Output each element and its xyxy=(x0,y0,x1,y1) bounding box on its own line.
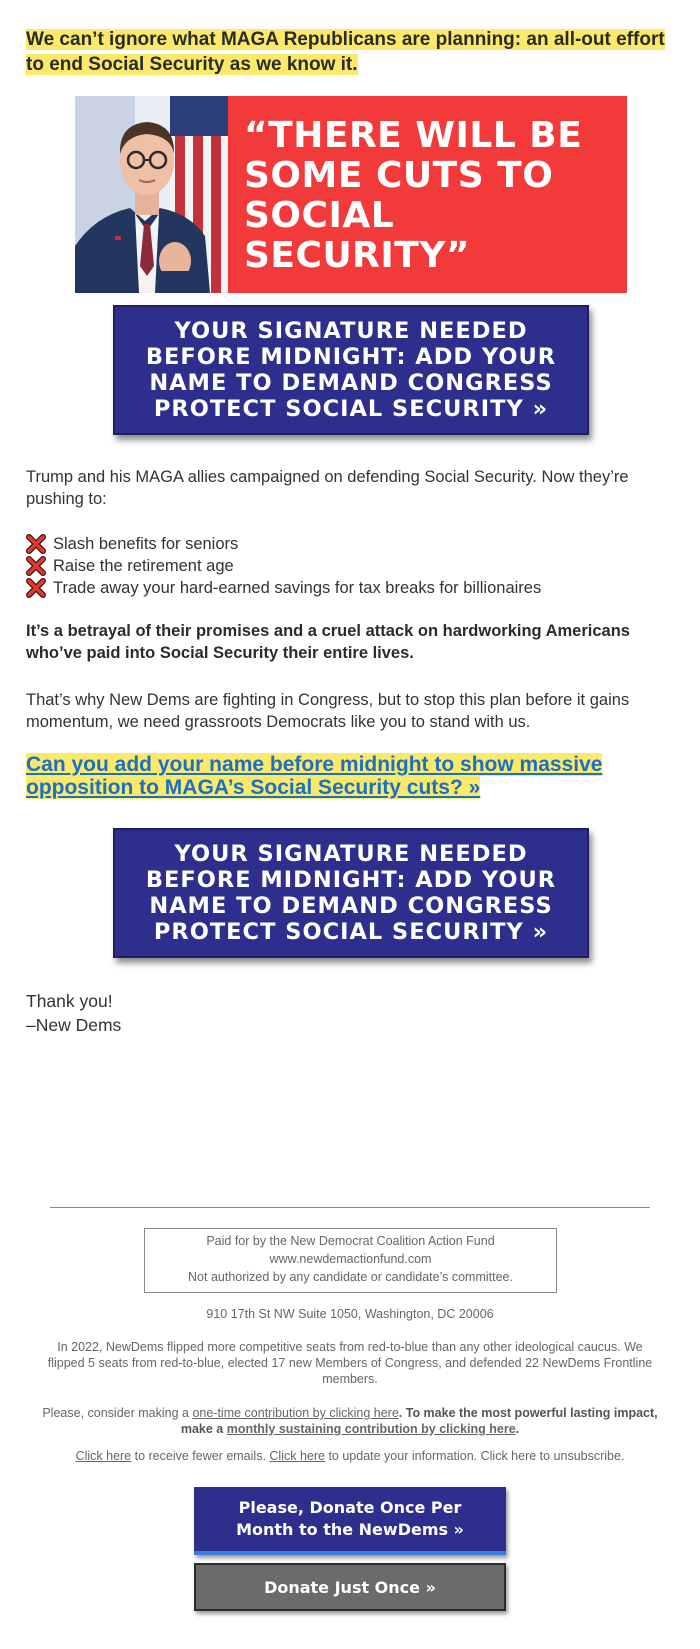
speaker-photo xyxy=(75,96,228,293)
contrib-suffix: . xyxy=(515,1422,520,1436)
thanks-text: Thank you! xyxy=(26,991,113,1011)
list-item xyxy=(26,533,666,555)
monthly-contribution-link[interactable]: monthly sustaining contribution by clicking here xyxy=(226,1422,516,1436)
fewer-emails-link[interactable]: Click here xyxy=(75,1449,132,1463)
contrib-middle: . To make the most powerful lasting impact, make a xyxy=(180,1406,658,1436)
authorization-text: Not authorized by any candidate or candidate’s committee. xyxy=(188,1270,513,1284)
footer-divider xyxy=(50,1207,650,1208)
headline-text: We can’t ignore what MAGA Republicans are planning: an all-out effort to end Social Security as we know it. xyxy=(26,29,665,75)
petition-link[interactable] xyxy=(26,753,666,799)
list-item xyxy=(26,577,666,599)
bullet-text: Raise the retirement age xyxy=(53,557,234,575)
donate-once-button[interactable]: Donate Just Once » xyxy=(194,1563,506,1611)
bullet-text: Slash benefits for seniors xyxy=(53,535,239,553)
fewer-emails-text: to receive fewer emails. xyxy=(131,1449,270,1463)
website-text: www.newdemactionfund.com xyxy=(269,1252,432,1266)
petition-link-text[interactable]: Can you add your name before midnight to show massive opposition to MAGA’s Social Security cuts? » xyxy=(26,753,603,799)
red-x-icon xyxy=(26,578,46,598)
sign-petition-button-top[interactable]: YOUR SIGNATURE NEEDED BEFORE MIDNIGHT: ADD YOUR NAME TO DEMAND CONGRESS PROTECT SOCIAL SECURITY » xyxy=(113,305,589,435)
red-x-icon xyxy=(26,534,46,554)
list-item xyxy=(26,555,666,577)
update-info-link[interactable]: Click here xyxy=(269,1449,325,1463)
stats-paragraph: In 2022, NewDems flipped more competitive seats from red-to-blue than any other ideological caucus. We flipped 5 seats from red-to-blue, elected 17 new Members of Congress, and defended 22 NewDems Frontline members. xyxy=(47,1340,653,1386)
red-x-icon xyxy=(26,556,46,576)
paid-for-text: Paid for by the New Democrat Coalition Action Fund xyxy=(206,1234,495,1248)
update-info-text: to update your information. Click here to unsubscribe. xyxy=(324,1449,625,1463)
contribution-paragraph xyxy=(40,1405,660,1437)
paid-for-disclaimer xyxy=(144,1228,557,1293)
donate-monthly-button[interactable]: Please, Donate Once Per Month to the NewDems » xyxy=(194,1487,506,1555)
bullet-list xyxy=(26,533,666,599)
signoff xyxy=(26,989,121,1037)
contrib-prefix: Please, consider making a xyxy=(42,1406,193,1420)
fighting-paragraph: That’s why New Dems are fighting in Congress, but to stop this plan before it gains momentum, we need grassroots Democrats like you to stand with us. xyxy=(26,691,630,731)
betrayal-paragraph: It’s a betrayal of their promises and a cruel attack on hardworking Americans who’ve paid into Social Security their entire lives. xyxy=(26,622,630,662)
hero-quote: “THERE WILL BE SOME CUTS TO SOCIAL SECURITY” xyxy=(244,115,583,276)
email-preferences xyxy=(40,1448,660,1464)
mailing-address: 910 17th St NW Suite 1050, Washington, DC 20006 xyxy=(206,1307,494,1321)
intro-paragraph: Trump and his MAGA allies campaigned on defending Social Security. Now they’re pushing to: xyxy=(26,468,629,508)
hero-image[interactable] xyxy=(75,96,627,293)
one-time-contribution-link[interactable]: one-time contribution by clicking here xyxy=(192,1406,399,1420)
sign-petition-button-bottom[interactable]: YOUR SIGNATURE NEEDED BEFORE MIDNIGHT: ADD YOUR NAME TO DEMAND CONGRESS PROTECT SOCIAL SECURITY » xyxy=(113,828,589,958)
signoff-text: –New Dems xyxy=(26,1015,122,1035)
bullet-text: Trade away your hard-earned savings for tax breaks for billionaires xyxy=(53,579,542,597)
headline xyxy=(26,27,674,77)
